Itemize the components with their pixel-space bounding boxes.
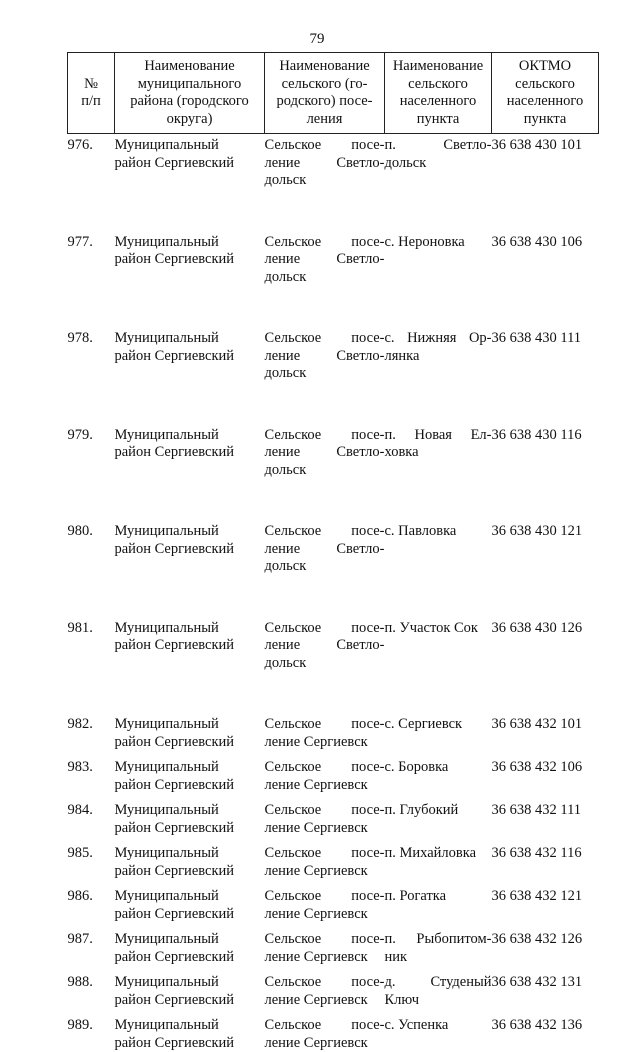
district-text: Муниципальный район Сергиевский bbox=[115, 759, 235, 793]
locality-line: п. Рогатка bbox=[385, 888, 492, 906]
oktmo-code: 36 638 432 131 bbox=[492, 974, 599, 1017]
settlement-name bbox=[265, 330, 385, 427]
locality-line: с. Боровка bbox=[385, 759, 492, 777]
header-district: Наименование муниципального района (городского округа) bbox=[115, 53, 265, 134]
oktmo-code: 36 638 430 106 bbox=[492, 234, 599, 331]
settlement-name bbox=[265, 523, 385, 620]
district-name bbox=[115, 888, 265, 931]
header-num: № п/п bbox=[68, 53, 115, 134]
row-number: 976. bbox=[68, 134, 115, 234]
page-number: 79 bbox=[0, 31, 634, 49]
settlement-line: ление Светло- bbox=[265, 155, 385, 173]
settlement-name bbox=[265, 134, 385, 234]
district-name bbox=[115, 974, 265, 1017]
oktmo-code: 36 638 432 116 bbox=[492, 845, 599, 888]
settlement-line: дольск bbox=[265, 365, 385, 383]
table-row bbox=[68, 134, 599, 234]
table-row bbox=[68, 523, 599, 620]
locality-line: ховка bbox=[385, 444, 492, 462]
settlement-name bbox=[265, 620, 385, 717]
row-number: 985. bbox=[68, 845, 115, 888]
locality-name bbox=[385, 427, 492, 524]
locality-line: п. Светло- bbox=[385, 137, 492, 155]
district-text: Муниципальный район Сергиевский bbox=[115, 620, 235, 654]
district-name bbox=[115, 1017, 265, 1052]
settlement-line: дольск bbox=[265, 172, 385, 190]
district-name bbox=[115, 620, 265, 717]
settlement-line: Сельское посе- bbox=[265, 1017, 385, 1035]
oktmo-code: 36 638 432 121 bbox=[492, 888, 599, 931]
locality-name bbox=[385, 620, 492, 717]
settlement-name bbox=[265, 931, 385, 974]
oktmo-code: 36 638 432 126 bbox=[492, 931, 599, 974]
table-row bbox=[68, 802, 599, 845]
settlement-name bbox=[265, 1017, 385, 1052]
district-name bbox=[115, 427, 265, 524]
settlement-line: Сельское посе- bbox=[265, 427, 385, 445]
row-number: 989. bbox=[68, 1017, 115, 1052]
table-body bbox=[68, 134, 599, 1052]
table-header bbox=[68, 53, 599, 134]
oktmo-code: 36 638 430 126 bbox=[492, 620, 599, 717]
row-number: 981. bbox=[68, 620, 115, 717]
oktmo-code: 36 638 430 121 bbox=[492, 523, 599, 620]
settlement-line: ление Сергиевск bbox=[265, 1035, 385, 1052]
district-name bbox=[115, 234, 265, 331]
settlement-line: Сельское посе- bbox=[265, 330, 385, 348]
oktmo-code: 36 638 432 136 bbox=[492, 1017, 599, 1052]
oktmo-code: 36 638 432 111 bbox=[492, 802, 599, 845]
district-name bbox=[115, 759, 265, 802]
settlement-line: ление Сергиевск bbox=[265, 949, 385, 967]
row-number: 977. bbox=[68, 234, 115, 331]
settlement-line: дольск bbox=[265, 558, 385, 576]
table-row bbox=[68, 1017, 599, 1052]
row-number: 988. bbox=[68, 974, 115, 1017]
oktmo-code: 36 638 432 106 bbox=[492, 759, 599, 802]
district-name bbox=[115, 134, 265, 234]
locality-line: Ключ bbox=[385, 992, 492, 1010]
settlement-line: ление Сергиевск bbox=[265, 734, 385, 752]
locality-line: д. Студеный bbox=[385, 974, 492, 992]
locality-line: дольск bbox=[385, 155, 492, 173]
settlement-name bbox=[265, 974, 385, 1017]
locality-line: с. Нижняя Ор- bbox=[385, 330, 492, 348]
table-row bbox=[68, 234, 599, 331]
locality-name bbox=[385, 845, 492, 888]
settlement-name bbox=[265, 716, 385, 759]
district-text: Муниципальный район Сергиевский bbox=[115, 137, 235, 171]
locality-line: п. Рыбопитом- bbox=[385, 931, 492, 949]
settlement-line: ление Светло- bbox=[265, 348, 385, 366]
oktmo-code: 36 638 430 116 bbox=[492, 427, 599, 524]
table-row bbox=[68, 931, 599, 974]
table-row bbox=[68, 330, 599, 427]
locality-name bbox=[385, 234, 492, 331]
locality-line: с. Успенка bbox=[385, 1017, 492, 1035]
locality-line: п. Михайловка bbox=[385, 845, 492, 863]
district-text: Муниципальный район Сергиевский bbox=[115, 931, 235, 965]
district-name bbox=[115, 330, 265, 427]
table-row bbox=[68, 716, 599, 759]
district-text: Муниципальный район Сергиевский bbox=[115, 716, 235, 750]
district-text: Муниципальный район Сергиевский bbox=[115, 427, 235, 461]
table-row bbox=[68, 845, 599, 888]
settlement-name bbox=[265, 888, 385, 931]
settlement-line: ление Сергиевск bbox=[265, 906, 385, 924]
district-text: Муниципальный район Сергиевский bbox=[115, 330, 235, 364]
settlement-line: ление Сергиевск bbox=[265, 820, 385, 838]
settlement-line: Сельское посе- bbox=[265, 137, 385, 155]
settlement-line: ление Сергиевск bbox=[265, 992, 385, 1010]
table-row bbox=[68, 888, 599, 931]
locality-name bbox=[385, 716, 492, 759]
table-row bbox=[68, 759, 599, 802]
locality-line: с. Павловка bbox=[385, 523, 492, 541]
row-number: 982. bbox=[68, 716, 115, 759]
locality-name bbox=[385, 802, 492, 845]
district-text: Муниципальный район Сергиевский bbox=[115, 845, 235, 879]
district-name bbox=[115, 802, 265, 845]
settlement-name bbox=[265, 802, 385, 845]
district-text: Муниципальный район Сергиевский bbox=[115, 234, 235, 268]
settlement-line: ление Сергиевск bbox=[265, 777, 385, 795]
locality-name bbox=[385, 931, 492, 974]
locality-line: ник bbox=[385, 949, 492, 967]
locality-line: лянка bbox=[385, 348, 492, 366]
locality-name bbox=[385, 974, 492, 1017]
settlement-line: ление Светло- bbox=[265, 444, 385, 462]
locality-line: с. Нероновка bbox=[385, 234, 492, 252]
locality-name bbox=[385, 134, 492, 234]
settlement-line: Сельское посе- bbox=[265, 234, 385, 252]
locality-name bbox=[385, 888, 492, 931]
district-text: Муниципальный район Сергиевский bbox=[115, 802, 235, 836]
row-number: 984. bbox=[68, 802, 115, 845]
district-name bbox=[115, 931, 265, 974]
oktmo-code: 36 638 430 111 bbox=[492, 330, 599, 427]
settlement-line: ление Светло- bbox=[265, 251, 385, 269]
row-number: 986. bbox=[68, 888, 115, 931]
locality-name bbox=[385, 1017, 492, 1052]
settlement-line: Сельское посе- bbox=[265, 523, 385, 541]
row-number: 987. bbox=[68, 931, 115, 974]
district-text: Муниципальный район Сергиевский bbox=[115, 974, 235, 1008]
settlement-line: Сельское посе- bbox=[265, 620, 385, 638]
row-number: 979. bbox=[68, 427, 115, 524]
settlement-line: Сельское посе- bbox=[265, 759, 385, 777]
settlement-name bbox=[265, 234, 385, 331]
settlement-line: ление Светло- bbox=[265, 541, 385, 559]
settlement-line: Сельское посе- bbox=[265, 845, 385, 863]
settlement-line: Сельское посе- bbox=[265, 974, 385, 992]
settlement-line: Сельское посе- bbox=[265, 802, 385, 820]
settlement-line: Сельское посе- bbox=[265, 931, 385, 949]
settlement-line: ление Светло- bbox=[265, 637, 385, 655]
district-name bbox=[115, 523, 265, 620]
header-oktmo: ОКТМО сельского населенного пункта bbox=[492, 53, 599, 134]
settlement-line: Сельское посе- bbox=[265, 888, 385, 906]
settlement-name bbox=[265, 759, 385, 802]
district-text: Муниципальный район Сергиевский bbox=[115, 1017, 235, 1051]
district-text: Муниципальный район Сергиевский bbox=[115, 523, 235, 557]
oktmo-code: 36 638 432 101 bbox=[492, 716, 599, 759]
settlement-line: дольск bbox=[265, 269, 385, 287]
table-row bbox=[68, 974, 599, 1017]
locality-line: п. Участок Сок bbox=[385, 620, 492, 638]
settlement-name bbox=[265, 427, 385, 524]
locality-name bbox=[385, 330, 492, 427]
row-number: 980. bbox=[68, 523, 115, 620]
locality-line: п. Глубокий bbox=[385, 802, 492, 820]
header-locality: Наименование сельского населенного пункта bbox=[385, 53, 492, 134]
table-row bbox=[68, 620, 599, 717]
district-text: Муниципальный район Сергиевский bbox=[115, 888, 235, 922]
settlement-name bbox=[265, 845, 385, 888]
locality-line: с. Сергиевск bbox=[385, 716, 492, 734]
locality-name bbox=[385, 523, 492, 620]
row-number: 978. bbox=[68, 330, 115, 427]
table-row bbox=[68, 427, 599, 524]
row-number: 983. bbox=[68, 759, 115, 802]
settlement-line: ление Сергиевск bbox=[265, 863, 385, 881]
district-name bbox=[115, 845, 265, 888]
header-settlement: Наименование сельского (го- родского) посе- ления bbox=[265, 53, 385, 134]
settlement-line: Сельское посе- bbox=[265, 716, 385, 734]
district-name bbox=[115, 716, 265, 759]
settlements-table bbox=[67, 52, 599, 1052]
locality-line: п. Новая Ел- bbox=[385, 427, 492, 445]
settlement-line: дольск bbox=[265, 655, 385, 673]
locality-name bbox=[385, 759, 492, 802]
settlement-line: дольск bbox=[265, 462, 385, 480]
oktmo-code: 36 638 430 101 bbox=[492, 134, 599, 234]
